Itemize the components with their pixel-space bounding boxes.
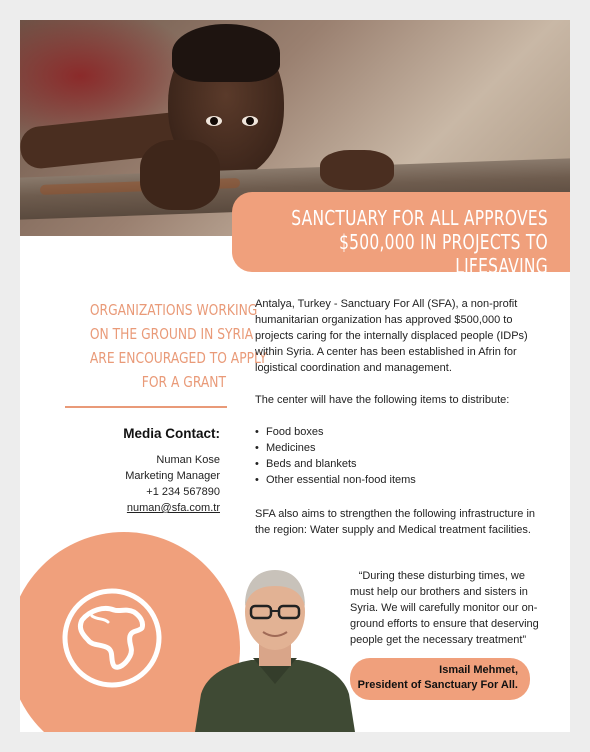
callout-line: FOR A GRANT bbox=[141, 373, 226, 391]
headline-banner bbox=[232, 192, 570, 278]
quote-line: people get the necessary treatment” bbox=[350, 634, 527, 646]
president-quote bbox=[350, 568, 539, 648]
list-item: • Medicines bbox=[255, 440, 540, 456]
list-item: • Food boxes bbox=[255, 424, 540, 440]
callout-line: ARE ENCOURAGED TO APPLY bbox=[89, 349, 267, 367]
contact-role: Marketing Manager bbox=[125, 470, 220, 482]
quote-attribution bbox=[350, 658, 530, 700]
globe-icon bbox=[60, 586, 164, 690]
callout-line: ON THE GROUND IN SYRIA bbox=[89, 325, 254, 343]
contact-email-link[interactable]: numan@sfa.com.tr bbox=[126, 502, 220, 514]
infrastructure-paragraph: SFA also aims to strengthen the following infrastructure in the region: Water supply and Medical treatment facilities. bbox=[255, 508, 536, 536]
author-name: Ismail Mehmet, bbox=[439, 664, 518, 676]
headline-line-1: SANCTUARY FOR ALL APPROVES bbox=[291, 206, 548, 230]
quote-line: Syria. We will carefully monitor our on- bbox=[350, 602, 538, 614]
author-title: President of Sanctuary For All. bbox=[357, 679, 518, 691]
distribution-list bbox=[255, 424, 540, 488]
headline bbox=[273, 206, 548, 278]
distribution-lead: The center will have the following items to distribute: bbox=[255, 394, 510, 406]
flyer-page bbox=[20, 20, 570, 732]
list-item: • Other essential non-food items bbox=[255, 472, 540, 488]
president-photo bbox=[195, 566, 355, 732]
quote-line: must help our brothers and sisters in bbox=[350, 586, 528, 598]
headline-line-2: $500,000 IN PROJECTS TO LIFESAVING bbox=[339, 230, 548, 278]
quote-line: ground efforts to ensure that deserving bbox=[350, 618, 539, 630]
media-contact-details bbox=[60, 452, 220, 516]
contact-name: Numan Kose bbox=[156, 454, 220, 466]
divider bbox=[65, 406, 227, 408]
media-contact-title: Media Contact: bbox=[123, 426, 220, 441]
callout-line: ORGANIZATIONS WORKING bbox=[89, 301, 258, 319]
contact-phone: +1 234 567890 bbox=[146, 486, 220, 498]
grant-callout bbox=[89, 298, 267, 394]
intro-paragraph: Antalya, Turkey - Sanctuary For All (SFA), a non-profit humanitarian organization has approved $500,000 to projects caring for the internally displaced people (IDPs) within Syria. A center has been established in Afrin for logistical coordination and management. bbox=[255, 298, 528, 374]
quote-line: “During these disturbing times, we bbox=[358, 570, 525, 582]
list-item: • Beds and blankets bbox=[255, 456, 540, 472]
